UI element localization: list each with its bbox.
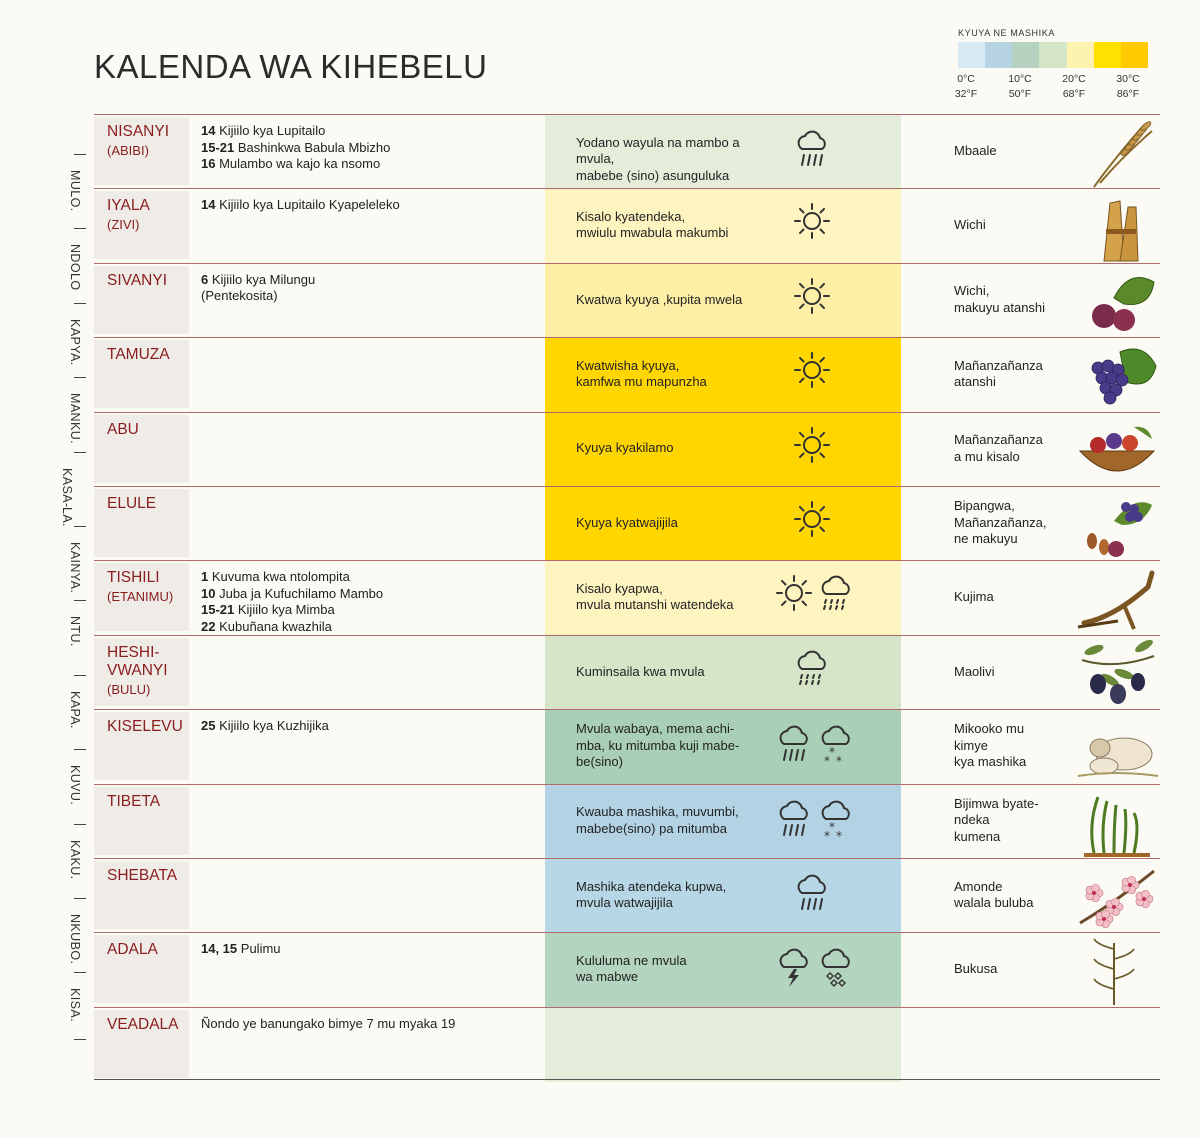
svg-text:*: * [829,745,835,760]
legend-swatch [958,42,985,68]
season-label: KAPYA. [68,318,82,366]
month-name: TIBETA [107,792,161,810]
season-label: KASA-LA. [60,467,74,528]
festival-item [201,1016,531,1033]
festival-item [201,140,531,157]
season-label: MULO. [68,170,82,212]
climate-description: Mvula wabaya, mema achi- mba, ku mitumba kuji mabe- be(sino) [576,721,740,770]
sun-icon [792,350,832,390]
festival-item [201,718,531,735]
row-divider [94,858,1160,859]
festival-name: Kijiilo kya Mimba [237,602,335,618]
rain-cloud-icon [792,127,832,171]
side-tick [74,600,86,601]
climate-description: Kyuya kyatwajijila [576,514,678,530]
festival-item [201,156,531,173]
festival-item [201,197,531,214]
svg-text:*: * [824,754,830,767]
festival-item [201,123,531,140]
sun-icon [792,276,832,316]
page-title: KALENDA WA KIHEBELU [94,48,488,85]
plow-icon [1074,565,1160,635]
weather-icons [774,573,864,633]
climate-description: Kyuya kyakilamo [576,440,674,456]
month-row [94,117,1160,191]
weather-icons [774,127,864,187]
row-divider [94,560,1160,561]
season-label: NKUBO. [68,914,82,965]
side-tick [74,526,86,527]
wheat-sheaf-icon [1074,193,1160,263]
festival-list [201,941,531,958]
crop-name: Kujima [954,589,994,605]
festival-item [201,941,531,958]
month-row [94,712,1160,786]
month-cell [94,489,189,557]
sprout-icon [1074,789,1160,859]
drizzle-cloud-icon [792,648,832,688]
month-alt-name: (BULU) [107,681,151,697]
month-name: IYALA [107,197,150,215]
row-divider [94,932,1160,933]
month-cell [94,191,189,259]
month-cell [94,266,189,334]
season-label: NDOLO [68,244,82,291]
month-row [94,638,1160,712]
crop-name: Amonde walala buluba [954,878,1034,910]
climate-description: Kisalo kyapwa, mvula mutanshi watendeka [576,580,734,613]
weather-icons [774,648,864,708]
month-row [94,563,1160,637]
month-cell [94,638,189,706]
festival-list [201,197,531,214]
drizzle-cloud-icon [816,573,856,613]
climate-description: Kwatwisha kyuya, kamfwa mu mapunzha [576,357,707,390]
crop-name: Mañanzañanza a mu kisalo [954,432,1043,464]
festival-date: 6 [201,271,209,287]
festival-item [201,569,531,586]
row-divider [94,188,1160,189]
row-divider [94,709,1160,710]
month-row [94,787,1160,861]
rain-cloud-icon [774,797,814,841]
legend-swatch [1039,42,1066,68]
festival-name: Kijiilo kya Kuzhijika [219,718,329,734]
side-tick [74,228,86,229]
festival-name: Kijiilo kya Milungu (Pentekosita) [201,271,316,304]
row-divider [94,486,1160,487]
crop-name: Bukusa [954,961,998,977]
legend-tick-label: 30°C 86°F [1116,73,1140,100]
rain-cloud-icon [774,722,814,766]
month-cell [94,712,189,780]
month-row [94,266,1160,340]
side-tick [74,972,86,973]
legend-swatch [1067,42,1094,68]
festival-name: Ñondo ye banungako bimye 7 mu myaka 19 [201,1015,456,1031]
legend-swatch [1094,42,1121,68]
weather-icons [774,797,864,857]
month-cell [94,1010,189,1078]
month-row [94,861,1160,935]
svg-text:*: * [829,819,835,834]
sun-icon [792,499,832,539]
month-name: KISELEVU [107,718,183,736]
festival-date: 1 [201,569,209,585]
crop-name: Bijimwa byate- ndeka kumena [954,795,1039,844]
month-cell [94,787,189,855]
month-name: ELULE [107,495,157,512]
festival-list [201,718,531,735]
season-label: KAINYA. [68,542,82,594]
legend-swatch [985,42,1012,68]
side-tick [74,377,86,378]
month-row [94,340,1160,414]
festival-date: 14 [201,123,216,138]
month-name: NISANYI [107,123,170,140]
month-name: ABU [107,420,139,438]
almond-blossom-icon [1074,863,1160,933]
side-tick [74,898,86,899]
dates-grapes-icon [1074,491,1160,561]
crop-name: Mikooko mu kimye kya mashika [954,721,1027,770]
festival-date: 15-21 [201,602,235,618]
row-divider [94,1007,1160,1008]
month-alt-name: (ETANIMU) [107,589,174,605]
row-divider [94,412,1160,413]
climate-description: Kwauba mashika, muvumbi, mabebe(sino) pa mitumba [576,804,739,836]
sun-icon [792,425,832,465]
side-tick [74,154,86,155]
table-bottom-divider [94,1079,1160,1080]
month-cell [94,340,189,408]
month-name: SIVANYI [107,271,168,289]
crop-name: Mañanzañanza atanshi [954,357,1043,390]
olives-icon [1074,640,1160,710]
climate-description: Kwatwa kyuya ,kupita mwela [576,291,743,307]
snow-cloud-icon [816,722,856,766]
festival-name: Bashinkwa Babula Mbizho [237,139,391,155]
season-label: KISA. [68,988,82,1023]
weather-icons [774,276,864,336]
side-tick [74,675,86,676]
side-tick [74,303,86,304]
weather-icons [774,871,864,931]
festival-item [201,602,531,619]
festival-name: Kuvuma kwa ntolompita [211,569,350,585]
month-name: HESHI- VWANYI [107,643,168,679]
legend-swatch [1012,42,1039,68]
side-tick [74,749,86,750]
barley-icon [1074,119,1160,189]
weather-icons [774,425,864,485]
sun-icon [792,201,832,241]
legend-title: KYUYA NE MASHIKA [958,28,1055,38]
festival-date: 10 [201,585,216,601]
storm-cloud-icon [774,945,814,989]
month-row [94,415,1160,489]
row-divider [94,784,1160,785]
month-cell [94,117,189,185]
month-name: TAMUZA [107,346,170,364]
crop-name: Maolivi [954,663,995,679]
season-label: MANKU. [68,393,82,445]
month-cell [94,861,189,929]
flax-icon [1074,937,1160,1007]
crop-name: Mbaale [954,142,997,158]
month-name: VEADALA [107,1015,179,1033]
legend-tick-label: 10°C 50°F [1008,73,1032,100]
svg-text:*: * [824,828,830,841]
festival-date: 25 [201,718,216,734]
row-divider [94,263,1160,264]
row-divider [94,337,1160,338]
season-side-labels [60,150,100,1050]
festival-date: 14 [201,197,216,213]
month-row [94,1010,1160,1084]
weather-icons [774,499,864,559]
crop-name: Wichi, makuyu atanshi [954,283,1046,315]
legend-tick-label: 0°C 32°F [954,73,978,100]
svg-text:*: * [836,828,842,841]
festival-name: Kijiilo kya Lupitailo Kyapeleleko [219,197,400,213]
festival-name: Kijiilo kya Lupitailo [219,123,326,138]
festival-date: 15-21 [201,139,235,155]
row-divider [94,635,1160,636]
season-label: KAPA. [68,690,82,729]
festival-list [201,272,531,305]
hail-cloud-icon [816,945,856,989]
climate-description: Kisalo kyatendeka, mwiulu mwabula makumbi [576,208,729,241]
month-alt-name: (ZIVI) [107,217,140,233]
weather-icons [774,722,864,782]
climate-description: Yodano wayula na mambo a mvula, mabebe (sino) asunguluka [576,134,740,183]
crop-name: Bipangwa, Mañanzañanza, ne makuyu [954,498,1047,547]
snow-cloud-icon [816,797,856,841]
month-alt-name: (ABIBI) [107,143,149,158]
month-cell [94,935,189,1003]
row-divider [94,114,1160,115]
festival-item [201,272,531,305]
fig-icon [1074,268,1160,338]
festival-name: Kubuñana kwazhila [219,618,332,634]
fruit-basket-icon [1074,417,1160,487]
season-label: NTU. [68,616,82,648]
climate-description: Mashika atendeka kupwa, mvula watwajijila [576,878,727,910]
side-tick [74,824,86,825]
climate-description: Kuminsaila kwa mvula [576,663,705,679]
month-row [94,489,1160,563]
svg-text:*: * [836,754,842,767]
climate-description: Kululuma ne mvula wa mabwe [576,952,687,985]
month-row [94,935,1160,1009]
festival-name: Mulambo wa kajo ka nsomo [219,156,381,171]
side-tick [74,1039,86,1040]
festival-list [201,123,531,173]
festival-item [201,619,531,636]
weather-icons [774,945,864,1005]
festival-date: 16 [201,156,216,171]
legend-ticks [954,72,1158,106]
sheep-icon [1074,714,1160,784]
legend-color-scale [958,42,1148,68]
weather-icons [774,350,864,410]
month-cell [94,563,189,631]
festival-item [201,586,531,603]
season-label: KUVU. [68,765,82,806]
rain-cloud-icon [792,871,832,915]
weather-icons [774,201,864,261]
legend-tick-label: 20°C 68°F [1062,73,1086,100]
crop-name: Wichi [954,217,986,233]
month-name: SHEBATA [107,867,178,884]
festival-name: Juba ja Kufuchilamo Mambo [219,585,384,601]
grapes-icon [1074,342,1160,412]
temperature-legend [954,28,1158,106]
month-row [94,191,1160,265]
side-tick [74,452,86,453]
sun-icon [774,573,814,613]
festival-list [201,569,531,635]
month-name: TISHILI [107,569,160,587]
month-name: ADALA [107,941,158,959]
season-label: KAKU. [68,839,82,880]
legend-swatch [1121,42,1148,68]
festival-date: 22 [201,618,216,634]
month-cell [94,415,189,483]
festival-name: Pulimu [240,941,281,957]
festival-list [201,1016,531,1033]
festival-date: 14, 15 [201,941,238,957]
